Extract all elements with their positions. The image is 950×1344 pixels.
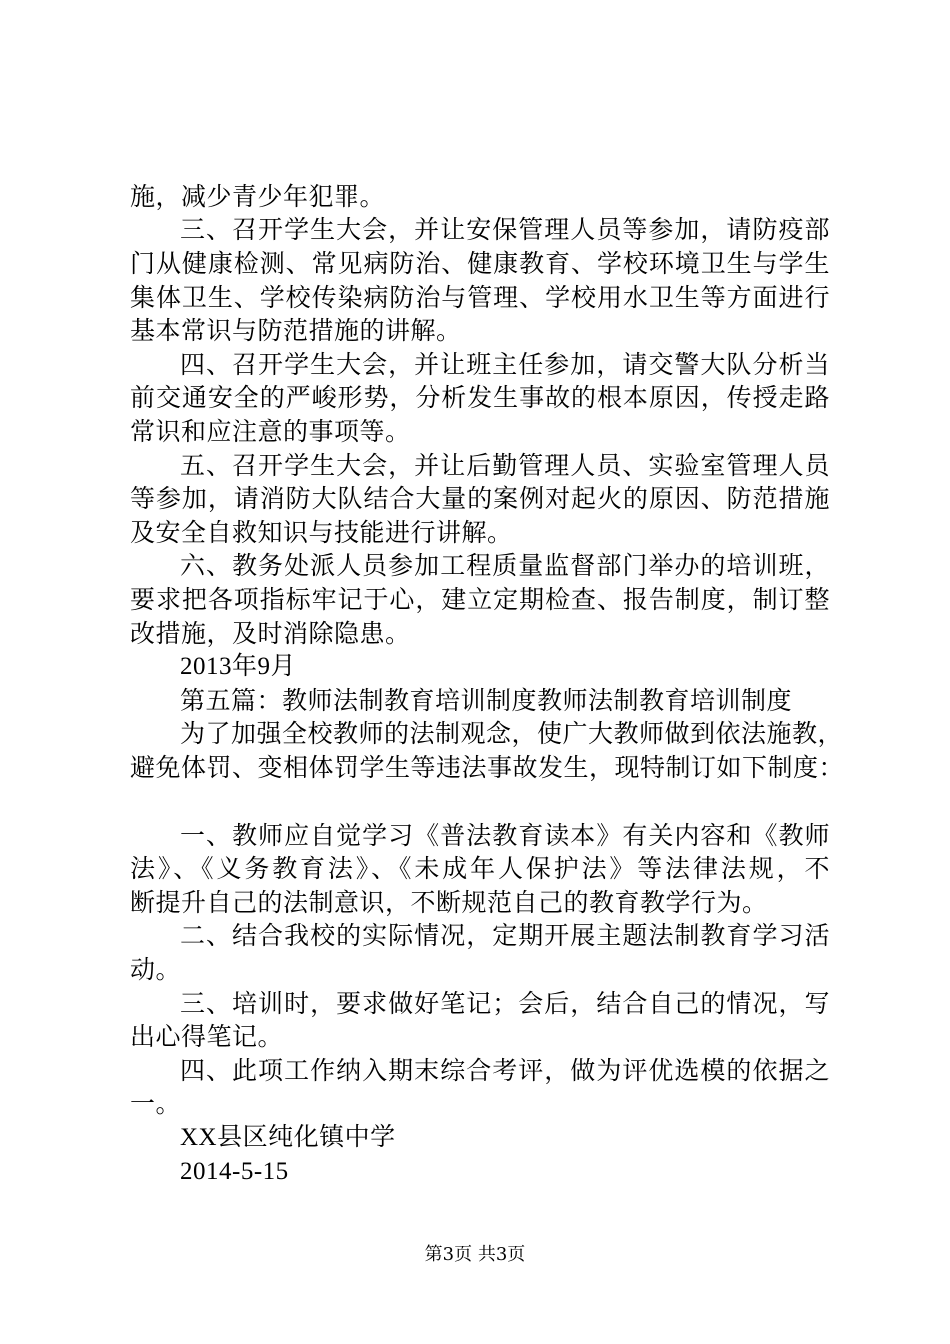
page-footer: 第3页 共3页 [424,1244,526,1265]
paragraph-line: 前交通安全的严峻形势，分析发生事故的根本原因，传授走路 [130,383,830,412]
paragraph-line: 六、教务处派人员参加工程质量监督部门举办的培训班， [180,551,830,580]
paragraph-line: 避免体罚、变相体罚学生等违法事故发生，现特制订如下制度： [130,753,845,782]
paragraph-line: 三、召开学生大会，并让安保管理人员等参加，请防疫部 [180,215,830,244]
paragraph-line: 四、召开学生大会，并让班主任参加，请交警大队分析当 [180,350,830,379]
paragraph-line: 出心得笔记。 [130,1022,284,1051]
paragraph-line: 集体卫生、学校传染病防治与管理、学校用水卫生等方面进行 [130,283,830,312]
paragraph-line: 动。 [130,955,182,984]
paragraph-line: 为了加强全校教师的法制观念，使广大教师做到依法施教， [180,719,844,748]
paragraph-line: 改措施，及时消除隐患。 [130,619,411,648]
paragraph-line: 常识和应注意的事项等。 [130,417,411,446]
paragraph-line: 一。 [130,1089,182,1118]
paragraph-line: 及安全自救知识与技能进行讲解。 [130,518,513,547]
paragraph-line: 基本常识与防范措施的讲解。 [130,316,462,345]
paragraph-line: 一、教师应自觉学习《普法教育读本》有关内容和《教师 [180,821,830,850]
paragraph-line: 等参加，请消防大队结合大量的案例对起火的原因、防范措施 [130,484,830,513]
paragraph-line: 五、召开学生大会，并让后勤管理人员、实验室管理人员 [180,451,830,480]
section-title: 第五篇：教师法制教育培训制度教师法制教育培训制度 [180,686,793,715]
paragraph-line: 三、培训时，要求做好笔记；会后，结合自己的情况，写 [180,989,830,1018]
paragraph-line: 施，减少青少年犯罪。 [130,182,386,211]
paragraph-line: 二、结合我校的实际情况，定期开展主题法制教育学习活 [180,921,830,950]
paragraph-line: 法》、《义务教育法》、《未成年人保护法》等法律法规，不 [130,854,830,883]
date-line: 2013年9月 [180,653,297,680]
date-line: 2014-5-15 [180,1158,289,1185]
signature-line: XX县区纯化镇中学 [180,1124,396,1151]
paragraph-line: 四、此项工作纳入期末综合考评，做为评优选模的依据之 [180,1056,830,1085]
paragraph-line: 断提升自己的法制意识，不断规范自己的教育教学行为。 [130,888,768,917]
paragraph-line: 要求把各项指标牢记于心，建立定期检查、报告制度，制订整 [130,585,830,614]
paragraph-line: 门从健康检测、常见病防治、健康教育、学校环境卫生与学生 [130,249,830,278]
